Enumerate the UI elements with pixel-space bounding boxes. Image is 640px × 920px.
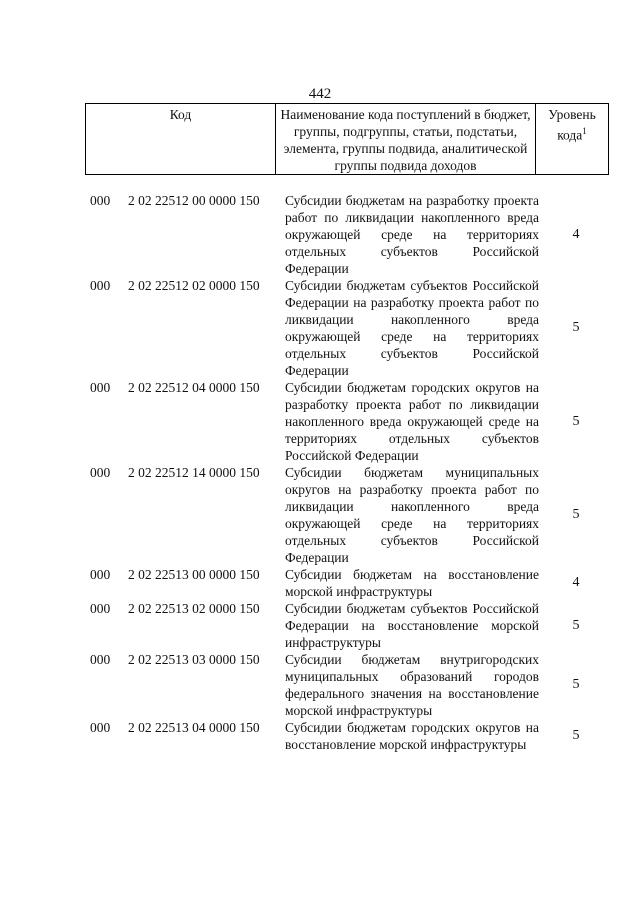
income-code: 2 02 22513 02 0000 150 [128,601,260,616]
income-code: 2 02 22513 03 0000 150 [128,652,260,667]
admin-code: 000 [90,652,111,667]
table-row [0,600,640,651]
income-code: 2 02 22512 02 0000 150 [128,278,260,293]
admin-code: 000 [90,567,111,582]
code-level: 5 [572,677,580,692]
income-name: Субсидии бюджетам муниципальных округов на разработку проекта работ по ликвидации накопленного вреда окружающей среде на территориях отдельных субъектов Российской Федерации [285,465,539,565]
header-level-label: Уровень кода [548,107,596,143]
admin-code: 000 [90,720,111,735]
income-code: 2 02 22512 14 0000 150 [128,465,260,480]
table-header [85,103,609,175]
code-level: 4 [572,226,580,242]
income-code: 2 02 22513 04 0000 150 [128,720,260,735]
header-level-footnote: 1 [582,126,587,136]
code-level: 5 [572,413,580,429]
table-row [0,379,640,464]
header-name: Наименование кода поступлений в бюджет, группы, подгруппы, статьи, подстатьи, элемента, группы подвида, аналитической группы подвида доходов [276,104,536,175]
income-name: Субсидии бюджетам субъектов Российской Федерации на разработку проекта работ по ликвидации накопленного вреда окружающей среде на территориях отдельных субъектов Российской Федерации [285,278,539,378]
header-code: Код [86,104,276,175]
table-row [0,651,640,719]
table-row [0,277,640,379]
code-level: 5 [572,507,580,522]
income-name: Субсидии бюджетам городских округов на разработку проекта работ по ликвидации накопленного вреда окружающей среде на территориях отдельных субъектов Российской Федерации [285,380,539,463]
income-name: Субсидии бюджетам на разработку проекта работ по ликвидации накопленного вреда окружающей среде на территориях отдельных субъектов Российской Федерации [285,193,539,276]
code-level: 5 [572,728,580,743]
page-number: 442 [308,86,332,102]
code-level: 5 [572,617,580,633]
admin-code: 000 [90,380,111,395]
income-name: Субсидии бюджетам городских округов на восстановление морской инфраструктуры [285,720,539,752]
income-code: 2 02 22513 00 0000 150 [128,567,260,582]
income-code: 2 02 22512 00 0000 150 [128,193,260,208]
income-name: Субсидии бюджетам на восстановление морской инфраструктуры [285,567,539,599]
code-level: 5 [572,320,580,335]
income-name: Субсидии бюджетам субъектов Российской Федерации на восстановление морской инфраструктуры [285,601,539,650]
admin-code: 000 [90,601,111,616]
table-row [0,719,640,753]
code-level: 4 [572,575,580,590]
table-row [0,192,640,277]
admin-code: 000 [90,465,111,480]
income-code: 2 02 22512 04 0000 150 [128,380,260,395]
table-row [0,566,640,600]
admin-code: 000 [90,278,111,293]
table-body [0,192,640,753]
header-level [536,104,609,175]
admin-code: 000 [90,193,111,208]
table-row [0,464,640,566]
income-name: Субсидии бюджетам внутригородских муниципальных образований городов федерального значения на восстановление морской инфраструктуры [285,652,539,718]
